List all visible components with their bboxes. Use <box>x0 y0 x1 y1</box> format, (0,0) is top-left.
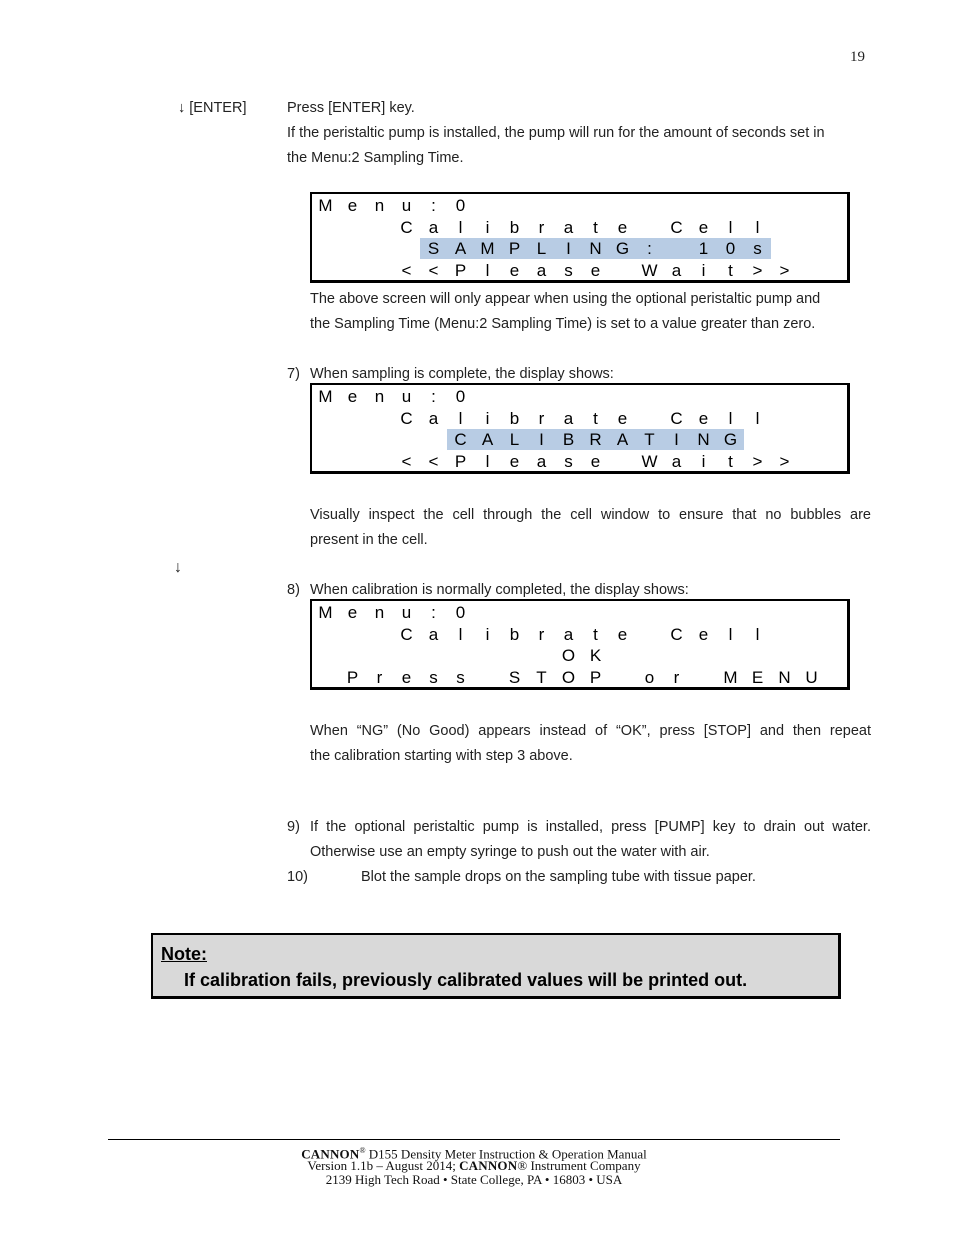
lcd-char: l <box>728 217 733 237</box>
lcd-char: l <box>728 624 733 644</box>
lcd-char: a <box>428 408 439 428</box>
lcd-char: e <box>347 603 358 622</box>
lcd-screen-ok <box>310 599 850 690</box>
lcd-char: e <box>698 217 709 237</box>
footer-company: ® Instrument Company <box>517 1158 641 1173</box>
lcd-char: i <box>701 451 706 471</box>
footer-reg-mark: ® <box>359 1146 366 1155</box>
lcd-char: e <box>401 667 412 687</box>
lcd-char: o <box>644 667 655 687</box>
lcd-char: l <box>755 217 760 237</box>
footer-brand-company: CANNON <box>459 1158 518 1173</box>
lcd-char: > <box>779 260 790 280</box>
lcd-char: r <box>376 667 383 687</box>
lcd-char: G <box>717 429 744 450</box>
lcd-char: A <box>609 429 636 450</box>
lcd-char: l <box>458 217 463 237</box>
lcd-char: n <box>374 603 385 622</box>
lcd-char: l <box>728 408 733 428</box>
lcd-char: : <box>431 196 436 215</box>
lcd-char: s <box>564 260 573 280</box>
lcd-char: t <box>593 408 598 428</box>
lcd-char: C <box>400 217 413 237</box>
lcd-char: a <box>536 451 547 471</box>
lcd-char: e <box>347 196 358 215</box>
lcd-char: i <box>485 624 490 644</box>
lcd-char: a <box>671 451 682 471</box>
lcd-char: M <box>318 603 333 622</box>
footer-address: 2139 High Tech Road • State College, PA • 16803 • USA <box>325 1172 623 1187</box>
lcd-char: t <box>593 217 598 237</box>
lcd-screen-calibrating <box>310 383 850 474</box>
ng-note-line1: When “NG” (No Good) appears instead of “OK”, press [STOP] and then repeat <box>310 723 871 739</box>
lcd-char: s <box>564 451 573 471</box>
lcd-char: A <box>474 429 501 450</box>
lcd-char: b <box>509 217 520 237</box>
lcd-char: G <box>609 238 636 259</box>
lcd-char: > <box>779 451 790 471</box>
lcd-char: : <box>431 603 436 622</box>
lcd-row <box>339 667 825 688</box>
lcd-row <box>393 408 771 429</box>
note-title: Note: <box>161 944 207 964</box>
lcd-char: e <box>509 451 520 471</box>
lcd-char: B <box>555 429 582 450</box>
step8-text: When calibration is normally completed, the display shows: <box>310 582 689 598</box>
lcd-char: W <box>641 260 658 280</box>
enter-instruction: Press [ENTER] key. <box>287 100 415 116</box>
lcd-char: M <box>723 667 738 687</box>
lcd-char: P <box>501 238 528 259</box>
lcd-char: a <box>536 260 547 280</box>
enter-key-label: ↓ [ENTER] <box>178 100 247 116</box>
lcd-char <box>636 624 663 645</box>
lcd-char: M <box>318 387 333 406</box>
lcd-char: O <box>561 667 576 687</box>
lcd-char: i <box>701 260 706 280</box>
lcd-char: e <box>617 217 628 237</box>
lcd-char: M <box>318 196 333 215</box>
lcd-char: i <box>485 408 490 428</box>
lcd-char: P <box>589 667 602 687</box>
lcd-char: C <box>670 408 683 428</box>
lcd-char: b <box>509 408 520 428</box>
lcd-char: u <box>401 603 412 622</box>
step9-number: 9) <box>287 819 300 835</box>
lcd-char: U <box>805 667 818 687</box>
lcd-char: S <box>508 667 521 687</box>
lcd-screen-sampling <box>310 192 850 283</box>
lcd-char: e <box>590 451 601 471</box>
lcd-char: < <box>401 451 412 471</box>
lcd-char <box>690 667 717 688</box>
lcd-char: l <box>485 451 490 471</box>
step9-line1: If the optional peristaltic pump is installed, press [PUMP] key to drain out water. <box>310 819 871 835</box>
lcd-char: n <box>374 196 385 215</box>
lcd-char: l <box>755 408 760 428</box>
lcd-char: e <box>590 260 601 280</box>
lcd-char: e <box>698 624 709 644</box>
lcd-char: R <box>582 429 609 450</box>
lcd-char: K <box>589 646 602 665</box>
lcd-char: r <box>673 667 680 687</box>
lcd-char: a <box>563 217 574 237</box>
lcd-char <box>474 667 501 688</box>
lcd-char: P <box>454 260 467 280</box>
lcd-char: e <box>347 387 358 406</box>
lcd-char <box>609 260 636 281</box>
lcd-char: O <box>561 646 576 665</box>
lcd-char: t <box>593 624 598 644</box>
lcd-char: e <box>698 408 709 428</box>
lcd-char: s <box>456 667 465 687</box>
lcd-char: T <box>636 429 663 450</box>
enter-description-line1: If the peristaltic pump is installed, the pump will run for the amount of seconds set in <box>287 125 825 141</box>
lcd-row <box>312 195 474 216</box>
lcd-char: < <box>428 260 439 280</box>
lcd-char: t <box>728 260 733 280</box>
ng-note-line2: the calibration starting with step 3 above. <box>310 748 573 764</box>
lcd-char: > <box>752 451 763 471</box>
lcd-char: l <box>485 260 490 280</box>
lcd-row <box>312 602 474 623</box>
footer-line2 <box>108 1158 840 1173</box>
lcd-char: b <box>509 624 520 644</box>
lcd-char: C <box>670 624 683 644</box>
lcd-char: : <box>636 238 663 259</box>
lcd-char: < <box>428 451 439 471</box>
lcd-char: I <box>555 238 582 259</box>
lcd-char: u <box>401 387 412 406</box>
lcd-row <box>393 217 771 238</box>
sampling-note-line2: the Sampling Time (Menu:2 Sampling Time) is set to a value greater than zero. <box>310 316 816 332</box>
note-text: If calibration fails, previously calibrated values will be printed out. <box>184 970 748 990</box>
footer-version: Version 1.1b – August 2014; <box>307 1158 460 1173</box>
step8-number: 8) <box>287 582 300 598</box>
lcd-char: P <box>346 667 359 687</box>
lcd-char: N <box>690 429 717 450</box>
lcd-char: s <box>744 238 771 259</box>
lcd-row <box>393 260 798 281</box>
lcd-char: C <box>400 624 413 644</box>
lcd-char: e <box>617 408 628 428</box>
note-box <box>151 933 841 999</box>
enter-description-line2: the Menu:2 Sampling Time. <box>287 150 464 166</box>
lcd-char: L <box>528 238 555 259</box>
down-arrow-icon: ↓ <box>174 559 182 576</box>
lcd-char: < <box>401 260 412 280</box>
lcd-char: W <box>641 451 658 471</box>
lcd-char: r <box>538 408 545 428</box>
footer-manual-title: D155 Density Meter Instruction & Operation Manual <box>365 1146 647 1162</box>
step9-line2: Otherwise use an empty syringe to push out the water with air. <box>310 844 710 860</box>
lcd-char: 0 <box>455 603 466 622</box>
lcd-char: e <box>617 624 628 644</box>
lcd-char: N <box>582 238 609 259</box>
lcd-char: N <box>778 667 791 687</box>
lcd-char: 0 <box>455 196 466 215</box>
lcd-char: s <box>429 667 438 687</box>
lcd-row <box>393 624 771 645</box>
lcd-char: 0 <box>455 387 466 406</box>
lcd-char: P <box>454 451 467 471</box>
step7-text: When sampling is complete, the display shows: <box>310 366 614 382</box>
lcd-char: C <box>447 429 474 450</box>
sampling-note-line1: The above screen will only appear when using the optional peristaltic pump and <box>310 291 821 307</box>
lcd-char: A <box>447 238 474 259</box>
lcd-char: i <box>485 217 490 237</box>
lcd-char: a <box>563 624 574 644</box>
lcd-char: n <box>374 387 385 406</box>
footer-divider <box>108 1139 840 1140</box>
lcd-row <box>420 238 771 259</box>
lcd-char: L <box>501 429 528 450</box>
lcd-char: l <box>458 624 463 644</box>
lcd-char: l <box>458 408 463 428</box>
step10-number: 10) <box>287 869 308 885</box>
lcd-char: e <box>509 260 520 280</box>
footer-brand: CANNON <box>301 1146 360 1162</box>
lcd-char <box>609 667 636 688</box>
lcd-char: > <box>752 260 763 280</box>
lcd-char: C <box>670 217 683 237</box>
lcd-row <box>447 429 744 450</box>
lcd-row <box>555 645 609 666</box>
lcd-char <box>663 238 690 259</box>
lcd-char <box>609 451 636 472</box>
lcd-char <box>636 217 663 238</box>
lcd-char: : <box>431 387 436 406</box>
lcd-char: C <box>400 408 413 428</box>
lcd-char: 1 <box>690 238 717 259</box>
lcd-char: I <box>663 429 690 450</box>
lcd-row <box>312 386 474 407</box>
lcd-char: M <box>474 238 501 259</box>
lcd-char: l <box>755 624 760 644</box>
lcd-char <box>636 408 663 429</box>
lcd-char: 0 <box>717 238 744 259</box>
lcd-char: u <box>401 196 412 215</box>
lcd-char: a <box>428 217 439 237</box>
lcd-char: a <box>563 408 574 428</box>
lcd-char: r <box>538 624 545 644</box>
inspect-line2: present in the cell. <box>310 532 428 548</box>
lcd-char: a <box>671 260 682 280</box>
lcd-char: T <box>536 667 547 687</box>
lcd-char: E <box>751 667 764 687</box>
inspect-line1: Visually inspect the cell through the cell window to ensure that no bubbles are <box>310 507 871 523</box>
lcd-row <box>393 451 798 472</box>
step7-number: 7) <box>287 366 300 382</box>
lcd-char: a <box>428 624 439 644</box>
step10-text: Blot the sample drops on the sampling tube with tissue paper. <box>361 869 756 885</box>
lcd-char: S <box>420 238 447 259</box>
lcd-char: I <box>528 429 555 450</box>
lcd-char: t <box>728 451 733 471</box>
lcd-char: r <box>538 217 545 237</box>
page-number: 19 <box>850 49 865 65</box>
